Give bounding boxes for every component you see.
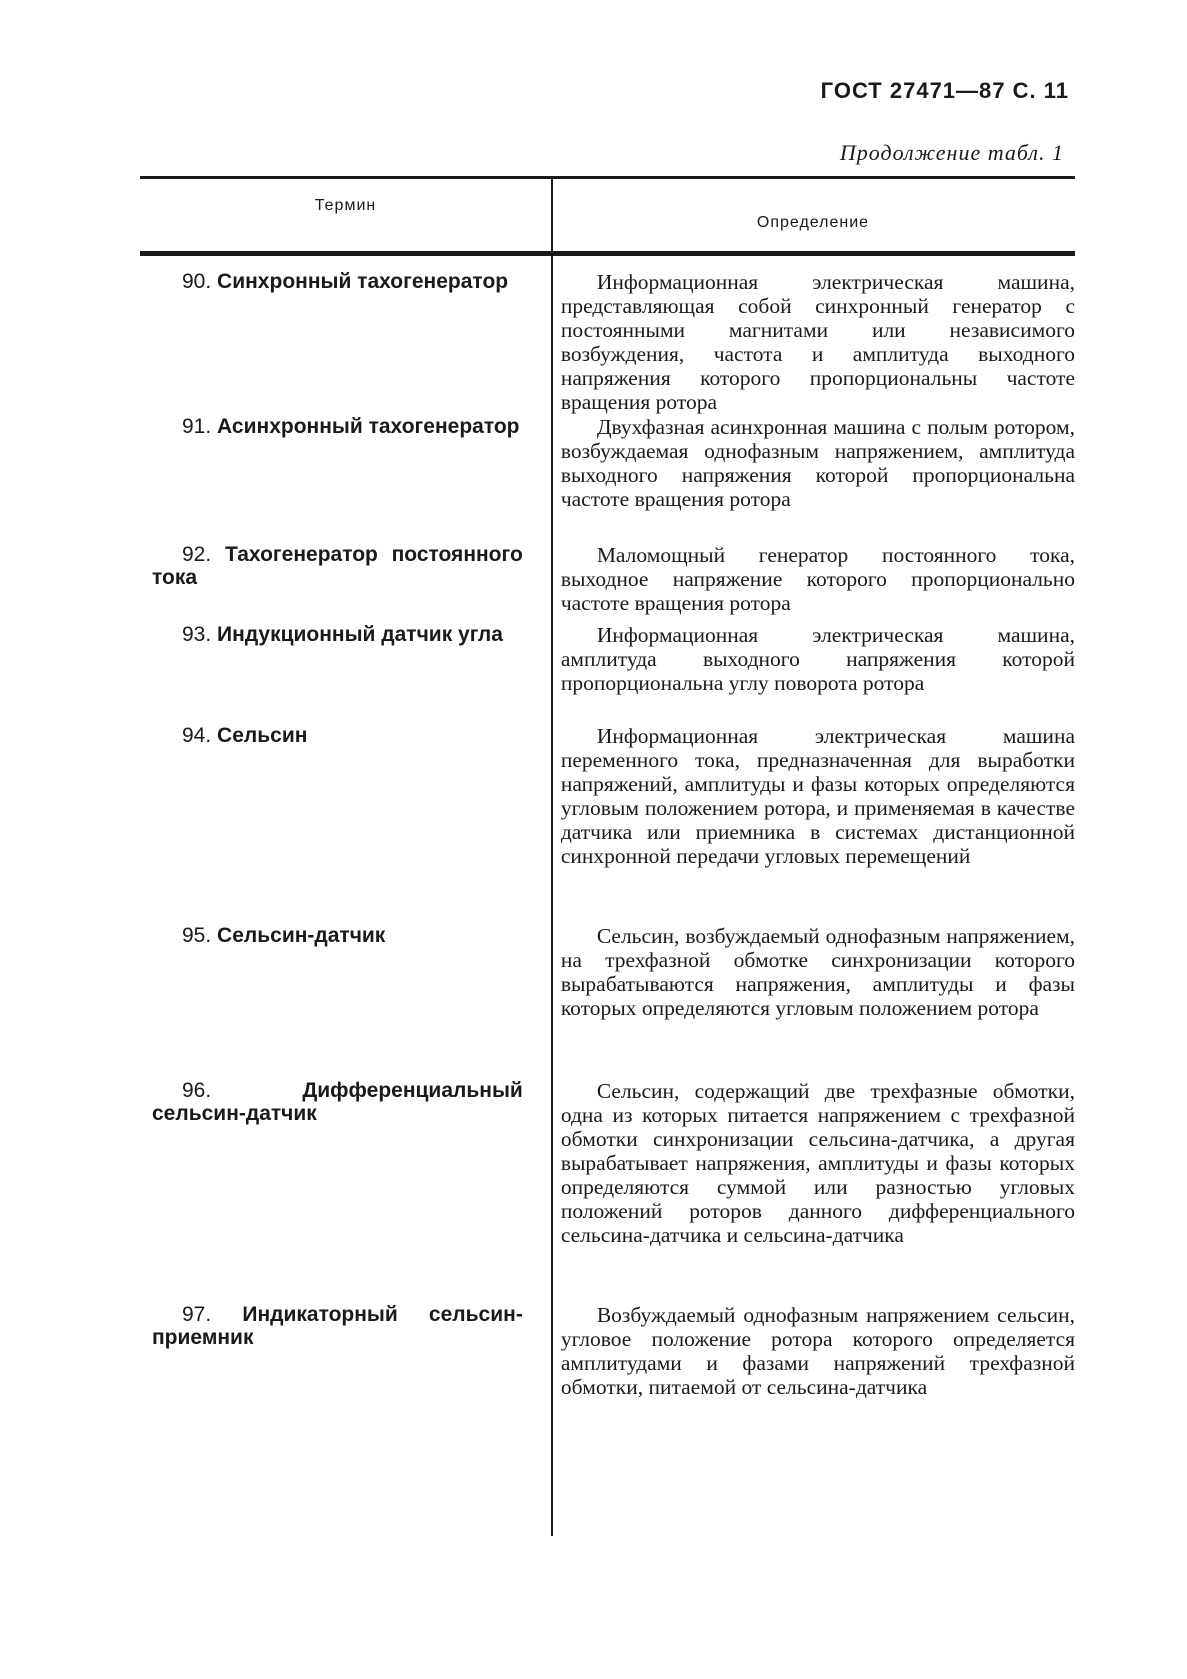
term-number: 93. [182,623,212,646]
term-number: 92. [182,543,212,566]
term-cell [152,543,523,623]
table-continuation-label: Продолжение табл. 1 [839,140,1064,165]
definition-cell: Сельсин, возбуждаемый однофазным напряжением, на трехфазной обмотке синхронизации которого вырабатываются напряжения, амплитуды и фазы которых определяются угловым положением ротора [560,924,1075,1020]
definition-cell: Маломощный генератор постоянного тока, выходное напряжение которого пропорционально частоте вращения ротора [560,543,1075,615]
column-divider [551,179,553,1536]
term-number: 90. [182,270,212,293]
term-number: 94. [182,724,212,747]
column-header-definition: Определение [756,214,870,231]
page-header: ГОСТ 27471—87 С. 11 [820,78,1069,103]
term-cell [152,415,523,543]
term-cell [152,623,523,724]
table-row [140,543,1075,623]
definition-cell: Сельсин, содержащий две трехфазные обмотки, одна из которых питается напряжением с трехфазной обмотки синхронизации сельсина-датчика, а другая вырабатывает напряжения, амплитуды и фазы которых определяются суммой или разностью угловых положений роторов данного дифференциального сельсина-датчика и сельсина-датчика [560,1079,1075,1247]
term-cell [152,924,523,1079]
term-number: 91. [182,415,212,438]
term-text: Индикаторный сельсин-приемник [152,1303,523,1349]
term-text: Асинхронный тахогенератор [217,415,520,438]
definition-cell: Возбуждаемый однофазным напряжением сельсин, угловое положение ротора которого определяется амплитудами и фазами напряжений трехфазной обмотки, питаемой от сельсина-датчика [560,1303,1075,1399]
term-text: Дифференциальный сельсин-датчик [152,1079,523,1125]
term-number: 96. [182,1079,212,1102]
definition-cell: Двухфазная асинхронная машина с полым ротором, возбуждаемая однофазным напряжением, амплитуда выходного напряжения которой пропорциональна частоте вращения ротора [560,415,1075,511]
definition-cell: Информационная электрическая машина переменного тока, предназначенная для выработки напряжений, амплитуды и фазы которых определяются угловым положением ротора, и применяемая в качестве датчика или приемника в системах дистанционной синхронной передачи угловых перемещений [560,724,1075,868]
column-header-term: Термин [314,197,377,214]
term-text: Сельсин [217,724,308,747]
term-number: 95. [182,924,212,947]
table-row [140,924,1075,1079]
term-text: Индукционный датчик угла [217,623,503,646]
table-row [140,270,1075,415]
term-text: Тахогенератор постоянного тока [152,543,523,589]
terms-table [140,176,1075,1433]
term-text: Синхронный тахогенератор [217,270,509,293]
term-cell [152,1079,523,1303]
header-rule [140,251,1075,256]
table-row [140,623,1075,724]
table-row [140,1303,1075,1433]
term-text: Сельсин-датчик [217,924,386,947]
table-row [140,724,1075,924]
table-row [140,415,1075,543]
term-cell [152,270,523,415]
term-cell [152,1303,523,1433]
term-cell [152,724,523,924]
definition-cell: Информационная электрическая машина, представляющая собой синхронный генератор с постоянными магнитами или независимого возбуждения, частота и амплитуда выходного напряжения которого пропорциональны частоте вращения ротора [560,270,1075,414]
table-header-row [140,179,1075,251]
table-row [140,1079,1075,1303]
term-number: 97. [182,1303,212,1326]
table-body [140,257,1075,1433]
definition-cell: Информационная электрическая машина, амплитуда выходного напряжения которой пропорциональна углу поворота ротора [560,623,1075,695]
